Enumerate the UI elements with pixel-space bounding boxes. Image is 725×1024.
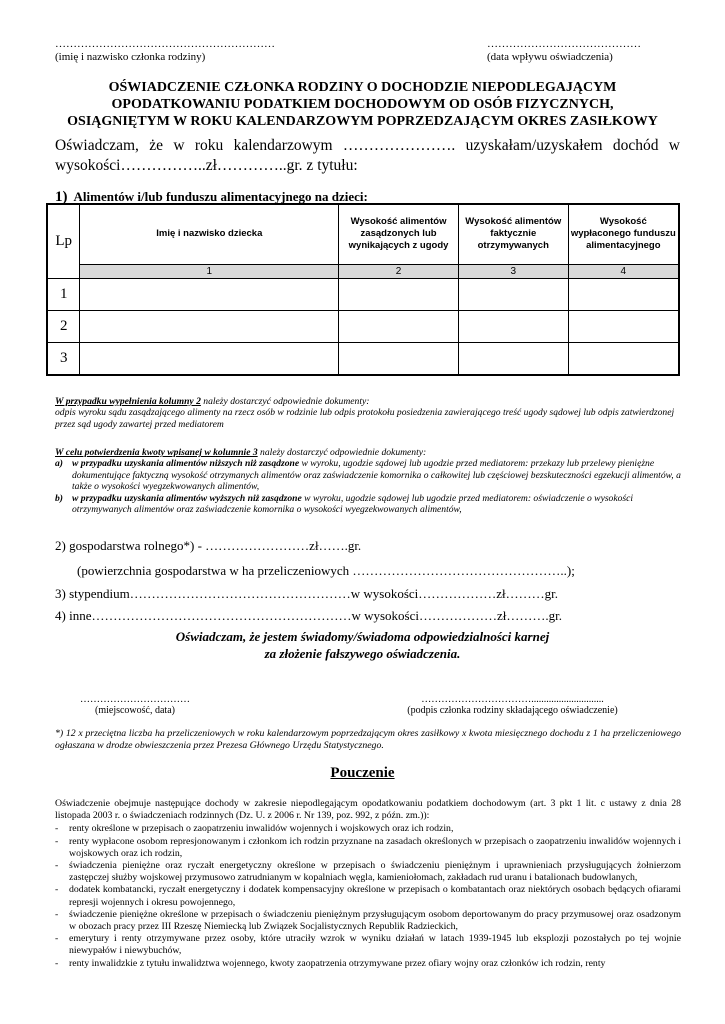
col-header-lp: Lp — [47, 204, 80, 278]
fund-paid-cell[interactable] — [568, 342, 679, 375]
column-2-note-heading-suffix: należy dostarczyć odpowiednie dokumenty: — [200, 396, 370, 407]
list-item-text: renty inwalidzkie z tytułu inwalidztwa wojennego, kwoty zaopatrzenia otrzymywane przez ofiary wojny oraz członków ich rodzin, renty — [69, 957, 606, 969]
bullet-dash: - — [55, 835, 59, 847]
row-number: 2 — [47, 310, 80, 342]
alimony-table — [46, 203, 680, 376]
awarded-alimony-cell[interactable] — [339, 310, 459, 342]
footnote: *) 12 x przeciętna liczba ha przeliczeniowych w roku kalendarzowym poprzedzającym okres zasiłkowy x kwota miesięcznego dochodu z 1 ha przeliczeniowego ogłaszana w drodze obwieszczenia przez Prezesa Głównego Urzędu Statystycznego. — [55, 728, 681, 751]
instructions-intro: Oświadczenie obejmuje następujące dochody w zakresie niepodlegającym opodatkowaniu podatkiem dochodowym (art. 3 pkt 1 lit. c ustawy z dnia 28 listopada 2003 r. o świadczeniach rodzinnych (Dz. U. z 2006 r. Nr 139, poz. 992, z późn. zm.)): — [55, 798, 681, 822]
declaration-line-2: za złożenie fałszywego oświadczenia. — [264, 646, 461, 661]
instructions-body — [55, 798, 681, 970]
bullet-dash: - — [55, 908, 59, 920]
place-date-field[interactable] — [55, 694, 215, 716]
list-item — [55, 933, 681, 957]
list-item — [55, 860, 681, 884]
col-header-awarded-alimony: Wysokość alimentów zasądzonych lub wynikających z ugody — [339, 204, 459, 264]
col-header-received-alimony: Wysokość alimentów faktycznie otrzymywanych — [458, 204, 568, 264]
item-2-farm-area[interactable]: (powierzchnia gospodarstwa w ha przeliczeniowych …………………………………………..); — [77, 563, 575, 578]
signature-field[interactable] — [385, 694, 640, 716]
place-date-caption: (miejscowość, data) — [95, 705, 175, 716]
item-2-farm[interactable]: 2) gospodarstwa rolnego*) - ……………………zł…….gr. — [55, 538, 362, 553]
declaration-line-1: Oświadczam, że jestem świadomy/świadoma odpowiedzialności karnej — [175, 629, 550, 644]
item-3-scholarship[interactable]: 3) stypendium……………………………………………w wysokości………………zł………gr. — [55, 586, 559, 601]
column-2-note-text: odpis wyroku sądu zasądzającego alimenty na rzecz osób w rodzinie lub odpis protokołu posiedzenia zawierającego treść ugody sądowej lub odpis zatwierdzonej przez sąd ugody zawartej przed mediatorem — [55, 407, 675, 430]
list-item — [55, 823, 681, 835]
list-item-text: renty wypłacone osobom represjonowanym i członkom ich rodzin przyznane na zasadach określonych w przepisach o zaopatrzeniu inwalidów wojennych i wojskowych oraz ich rodzin, — [69, 835, 681, 859]
list-item-text: dodatek kombatancki, ryczałt energetyczny i dodatek kompensacyjny określone w przepisach o kombatantach oraz niektórych osobach będących ofiarami represji wojennych i okresu powojennego, — [69, 884, 681, 908]
awarded-alimony-cell[interactable] — [339, 278, 459, 310]
section-1-title: Alimentów i/lub funduszu alimentacyjnego na dzieci: — [73, 189, 368, 204]
col-header-fund-paid: Wysokość wypłaconego funduszu alimentacyjnego — [568, 204, 679, 264]
note-item-b-bold: w przypadku uzyskania alimentów wyższych niż zasądzone — [72, 492, 302, 504]
fund-paid-cell[interactable] — [568, 278, 679, 310]
received-alimony-cell[interactable] — [458, 342, 568, 375]
receipt-date-caption: (data wpływu oświadczenia) — [487, 51, 613, 63]
document-title — [40, 79, 685, 130]
bullet-dash: - — [55, 823, 59, 835]
received-alimony-cell[interactable] — [458, 310, 568, 342]
received-alimony-cell[interactable] — [458, 278, 568, 310]
signature-dots: ……………………………............................. — [421, 694, 604, 705]
instructions-title: Pouczenie — [330, 765, 395, 781]
bullet-dash: - — [55, 884, 59, 896]
note-item-a-label: a) — [55, 458, 63, 470]
note-item-a — [55, 458, 681, 492]
income-statement-intro: Oświadczam, że w roku kalendarzowym …………………. uzyskałam/uzyskałem dochód w wysokości……………..zł…………..gr. z tytułu: — [55, 137, 680, 174]
section-1-number: 1) — [55, 189, 68, 205]
member-name-line[interactable]: …………………………………………………… — [55, 38, 275, 50]
column-2-note-heading: W przypadku wypełnienia kolumny 2 — [55, 396, 201, 407]
note-item-b-label: b) — [55, 492, 63, 504]
column-3-note-heading: W celu potwierdzenia kwoty wpisanej w kolumnie 3 — [55, 447, 258, 458]
column-3-note-heading-suffix: należy dostarczyć odpowiednie dokumenty: — [257, 447, 427, 458]
liability-declaration — [40, 628, 685, 662]
list-item-text: emerytury i renty otrzymywane przez osoby, które utraciły wzrok w wyniku działań w latach 1939-1945 lub eksplozji pozostałych po tej wojnie niewypałów i niewybuchów, — [69, 933, 681, 957]
col-header-child-name: Imię i nazwisko dziecka — [80, 204, 339, 264]
col-number: 1 — [80, 264, 339, 278]
bullet-dash: - — [55, 860, 59, 872]
row-number: 3 — [47, 342, 80, 375]
col-number: 2 — [339, 264, 459, 278]
list-item — [55, 836, 681, 860]
list-item — [55, 909, 681, 933]
place-date-dots: …………………………… — [80, 694, 190, 705]
list-item-text: renty określone w przepisach o zaopatrzeniu inwalidów wojennych i wojskowych oraz ich rodzin, — [69, 823, 454, 835]
signature-caption: (podpis członka rodziny składającego oświadczenie) — [407, 705, 618, 716]
row-number: 1 — [47, 278, 80, 310]
awarded-alimony-cell[interactable] — [339, 342, 459, 375]
col-number: 3 — [458, 264, 568, 278]
note-item-a-bold: w przypadku uzyskania alimentów niższych niż zasądzone — [72, 458, 300, 470]
title-line-1: OŚWIADCZENIE CZŁONKA RODZINY O DOCHODZIE NIEPODLEGAJĄCYM — [108, 80, 617, 95]
receipt-date-line[interactable]: …………………………………… — [487, 38, 641, 50]
child-name-cell[interactable] — [80, 310, 339, 342]
note-item-b — [55, 493, 681, 516]
note-item-a-text: w wyroku, ugodzie sądowej lub ugodzie przed mediatorem: przekazy lub przelewy pieniężne dokumentujące faktyczną wysokość otrzymanych alimentów oraz zaświadczenie komornika o całkowitej lub częściowej bezskuteczności egzekucji alimentów, a także o wysokości wyegzekwowanych alimentów, — [72, 458, 681, 493]
child-name-cell[interactable] — [80, 278, 339, 310]
item-4-other[interactable]: 4) inne……………………………………………………w wysokości………………zł……….gr. — [55, 608, 562, 623]
fund-paid-cell[interactable] — [568, 310, 679, 342]
note-item-b-text: w wyroku, ugodzie sądowej lub ugodzie przed mediatorem: oświadczenie o wysokości otrzymywanych alimentów oraz zaświadczenie komornika o wysokości wyegzekwowanych alimentów, — [72, 492, 634, 516]
list-item — [55, 958, 681, 970]
list-item-text: świadczenie pieniężne określone w przepisach o świadczeniu pieniężnym przysługującym osobom deportowanym do pracy przymusowej oraz osadzonym w obozach pracy przez III Rzeszę Niemiecką lub Związek Socjalistycznych Republik Radzieckich, — [69, 908, 681, 933]
bullet-dash: - — [55, 957, 59, 969]
title-line-3: OSIĄGNIĘTYM W ROKU KALENDARZOWYM POPRZEDZAJĄCYM OKRES ZASIŁKOWY — [67, 114, 658, 129]
column-2-note — [55, 396, 681, 430]
list-item — [55, 884, 681, 908]
col-number: 4 — [568, 264, 679, 278]
title-line-2: OPODATKOWANIU PODATKIEM DOCHODOWYM OD OSÓB FIZYCZNYCH, — [111, 97, 614, 112]
list-item-text: świadczenia pieniężne oraz ryczałt energetyczny określone w przepisach o świadczeniu pieniężnym i uprawnieniach przysługujących żołnierzom zastępczej służby wojskowej przymusowo zatrudnianym w kopalniach węgla, kamieniołomach, zakładach rud uranu i batalionach budowlanych, — [69, 860, 681, 884]
bullet-dash: - — [55, 933, 59, 945]
column-3-note — [55, 447, 681, 515]
member-name-caption: (imię i nazwisko członka rodziny) — [55, 51, 206, 63]
child-name-cell[interactable] — [80, 342, 339, 375]
